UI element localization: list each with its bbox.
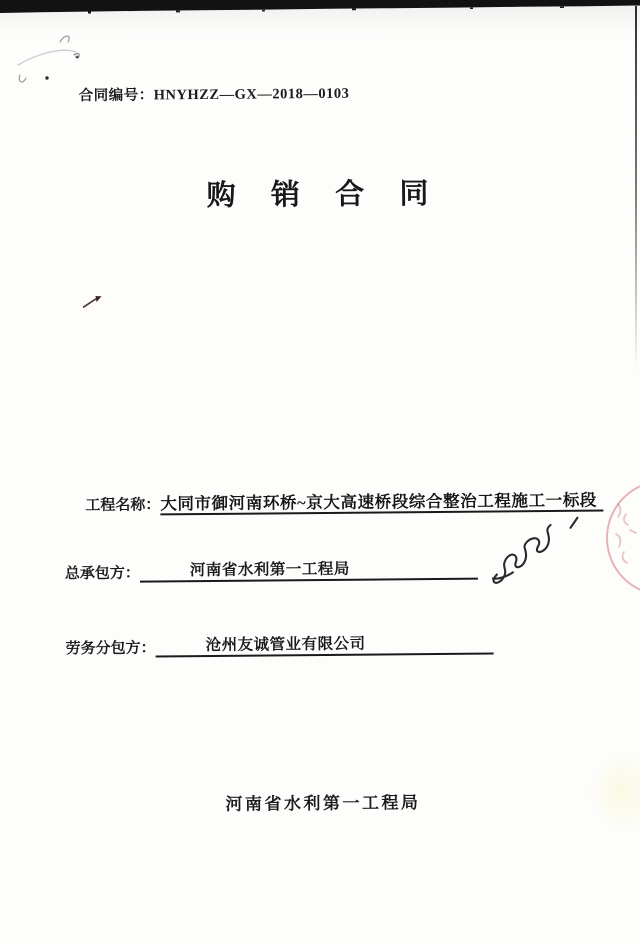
project-name-value: 大同市御河南环桥~京大高速桥段综合整治工程施工一标段 <box>160 491 603 516</box>
general-contractor-label: 总承包方： <box>64 565 140 583</box>
project-name-row <box>85 487 603 516</box>
labor-subcontractor-label: 劳务分包方： <box>65 640 156 658</box>
pen-tick-mark <box>81 293 105 311</box>
scan-stain <box>588 752 640 832</box>
labor-subcontractor-row <box>65 630 493 658</box>
contract-number-value: HNYHZZ—GX—2018—0103 <box>153 85 350 104</box>
contract-number-line <box>79 82 350 105</box>
general-contractor-value: 河南省水利第一工程局 <box>140 556 478 583</box>
handwritten-signature <box>482 512 587 589</box>
project-name-label: 工程名称： <box>85 497 161 515</box>
document-title: 购 销 合 同 <box>206 177 443 212</box>
contract-number-label: 合同编号： <box>78 87 154 105</box>
red-seal-characters <box>610 500 640 580</box>
footer-organization: 河南省水利第一工程局 <box>225 793 421 814</box>
labor-subcontractor-value: 沧州友诚管业有限公司 <box>155 630 493 657</box>
general-contractor-row <box>65 556 478 584</box>
